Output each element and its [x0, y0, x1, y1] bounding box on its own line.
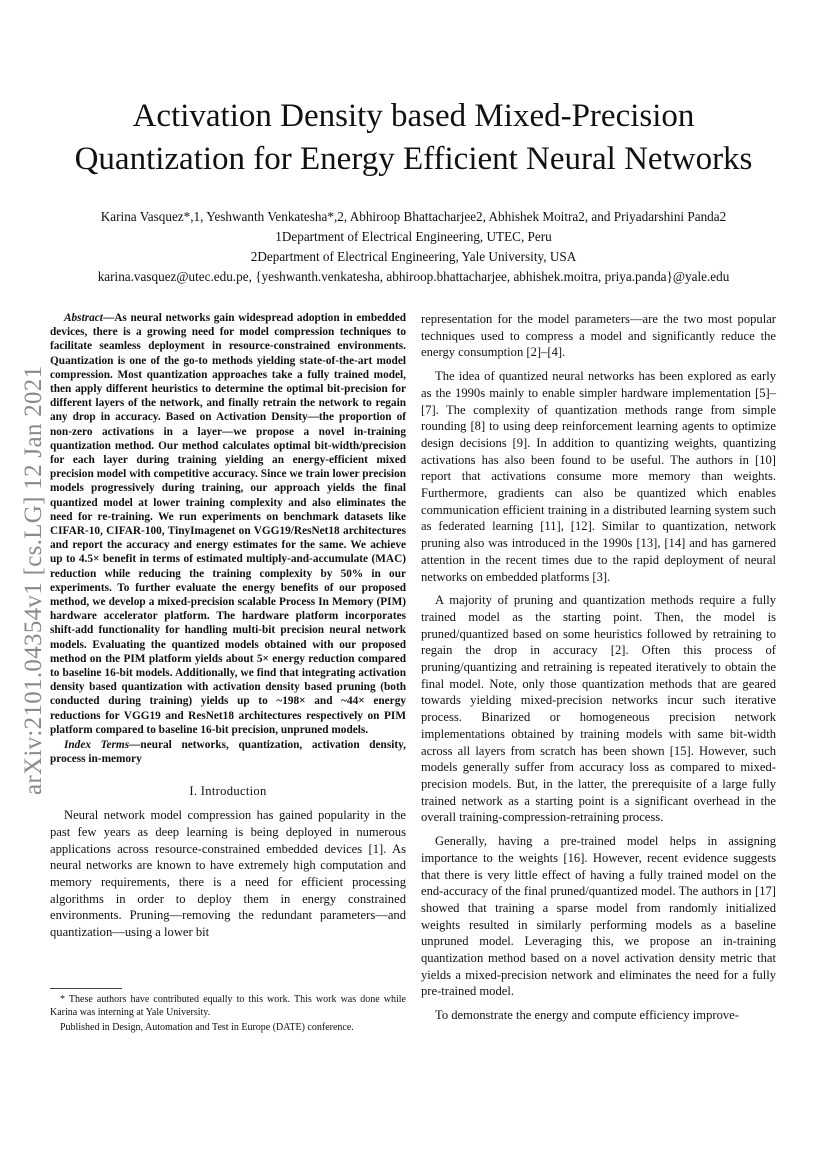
left-column [50, 311, 406, 948]
abstract-label: Abstract [64, 312, 103, 324]
paper-title [60, 95, 767, 181]
index-terms-text: —neural networks, quantization, activation density, process in-memory [50, 739, 406, 766]
right-paragraph-energy-efficiency: To demonstrate the energy and compute efficiency improve- [435, 1008, 739, 1023]
abstract [50, 311, 406, 737]
right-paragraph-continuation: representation for the model parameters—are the two most popular techniques used to compress a model and significantly reduce the energy consumption [2]–[4]. [421, 312, 776, 360]
right-paragraph-pruning-methods: A majority of pruning and quantization methods require a fully trained model as the starting point. Then, the model is pruned/quantized based on some heuristics followed by retraining to regain the drop in accuracy [2]. Often this process of pruning/quantizing and retraining is repeated iteratively to obtain the final model. Note, only those quantization methods that are geared towards yielding mixed-precision networks incur such iterative process. Binarized or homogeneous precision network implementations obtained by training models with same bit-width across all layers from scratch has been shown [15]. However, such models generally suffer from accuracy loss as compared to mixed-precision models. But, in the latter, the prerequisite of a large fully trained network as a starting point is a significant overhead in the overall training-compression-retraining process. [421, 593, 776, 825]
index-terms [50, 738, 406, 766]
affiliation-yale: 2Department of Electrical Engineering, Yale University, USA [250, 249, 577, 264]
footnote-equal-contribution: * These authors have contributed equally to this work. This work was done while Karina was interning at Yale University. [50, 994, 406, 1018]
footnote-divider [50, 988, 122, 989]
section-heading-introduction: I. Introduction [189, 783, 267, 798]
footnotes [50, 994, 406, 1035]
intro-paragraph: Neural network model compression has gained popularity in the past few years as deep learning is being deployed in numerous applications across resource-constrained embedded devices [1]. As neural networks are known to have extremely high computation and memory requirements, there is a need for efficient processing algorithms in order to deploy them in energy constrained environments. Pruning—removing the redundant parameters—and quantization—using a lower bit [50, 808, 406, 940]
author-emails: karina.vasquez@utec.edu.pe, {yeshwanth.venkatesha, abhiroop.bhattacharjee, abhishek.moitra, priya.panda}@yale.edu [97, 269, 730, 284]
author-names: Karina Vasquez*,1, Yeshwanth Venkatesha*,2, Abhiroop Bhattacharjee2, Abhishek Moitra2, and Priyadarshini Panda2 [100, 209, 727, 224]
right-paragraph-quantization-history: The idea of quantized neural networks has been explored as early as the 1990s mainly to enable simpler hardware implementation [5]–[7]. The complexity of quantization methods range from simple rounding [8] to using deep reinforcement learning agents to optimize design decisions [9]. In addition to quantizing weights, quantizing activations has also been found to be useful. The authors in [10] report that activations consume more memory than weights. Furthermore, gradients can also be quantized which enables communication efficient training in a distributed learning system such as federated learning [11], [12]. Similar to quantization, network pruning also was introduced in the 1990s [13], [14] and has garnered attention in the recent times due to the rapid deployment of neural networks on embedded platforms [3]. [421, 369, 776, 584]
title-line-2: Quantization for Energy Efficient Neural Networks [74, 141, 753, 177]
arxiv-identifier: arXiv:2101.04354v1 [cs.LG] 12 Jan 2021 [20, 365, 47, 795]
index-terms-label: Index Terms [64, 739, 130, 752]
right-paragraph-pretrained-models: Generally, having a pre-trained model helps in assigning importance to the weights [16]. However, recent evidence suggests that there is very little effect of having a fully trained model on the end-accuracy of the final pruned/quantized model. The authors in [17] showed that training a sparse model from randomly initialized weights resulted in similarly performing models as a baseline unpruned model. Leveraging this, we propose an in-training quantization method based on a novel activation density metric that yields a mixed-precision network and eliminates the need for a fully pre-trained model. [421, 834, 776, 999]
right-column [421, 311, 776, 1031]
affiliation-utec: 1Department of Electrical Engineering, UTEC, Peru [275, 229, 552, 244]
abstract-text: —As neural networks gain widespread adoption in embedded devices, there is a growing need for model compression techniques to facilitate seamless deployment in resource-constrained environments. Quantization is one of the go-to methods yielding state-of-the-art model compression. Most quantization approaches take a fully trained model, then apply different heuristics to determine the optimal bit-precision for different layers of the network, and finally retrain the network to regain any drop in accuracy. Based on Activation Density—the proportion of non-zero activations in a layer—we propose a novel in-training quantization method. Our method calculates optimal bit-width/precision for each layer during training yielding an energy-efficient mixed precision model with competitive accuracy. Since we train lower precision models progressively during training, our approach yields the final quantized model at lower training complexity and also eliminates the need for re-training. We run experiments on benchmark datasets like CIFAR-10, CIFAR-100, TinyImagenet on VGG19/ResNet18 architectures and report the accuracy and energy estimates for the same. We achieve up to 4.5× benefit in terms of estimated multiply-and-accumulate (MAC) reduction while reducing the training complexity by 50% in our experiments. To further evaluate the energy benefits of our proposed method, we develop a mixed-precision scalable Process In Memory (PIM) hardware accelerator platform. The hardware platform incorporates shift-add functionality for handling multi-bit precision neural network models. Evaluating the quantized models obtained with our proposed method on the PIM platform yields about 5× energy reduction compared to baseline 16-bit models. Additionally, we find that integrating activation density based quantization with activation density based pruning (both conducted during training) yields up to ~198× and ~44× energy reductions for VGG19 and ResNet18 architectures respectively on PIM platform compared to baseline 16-bit precision, unpruned models. [50, 312, 406, 736]
author-block [40, 207, 787, 287]
footnote-publication: Published in Design, Automation and Test in Europe (DATE) conference. [60, 1022, 354, 1033]
title-line-1: Activation Density based Mixed-Precision [132, 98, 695, 134]
